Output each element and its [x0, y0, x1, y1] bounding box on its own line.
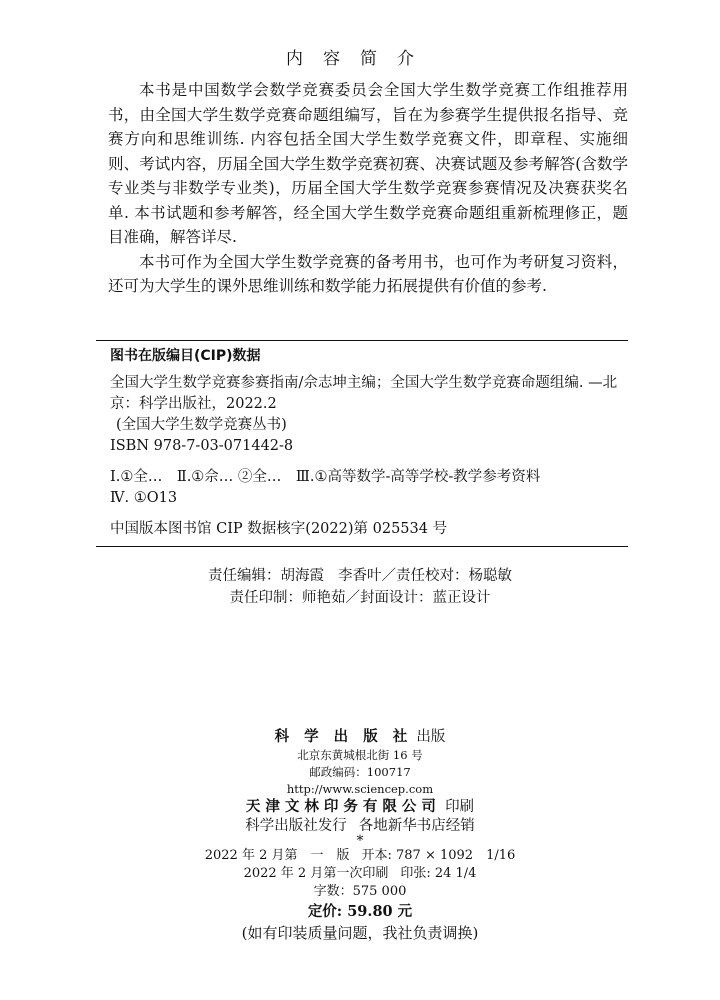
proofreader-label: 责任校对： — [396, 568, 469, 584]
cip-number: 中国版本图书馆 CIP 数据核字(2022)第 025534 号 — [110, 521, 448, 537]
price: 定价: 59.80 元 — [307, 903, 413, 920]
format: 开本: 787 × 1092 1/16 — [361, 848, 516, 863]
intro-body — [108, 78, 628, 299]
word-count: 字数：575 000 — [313, 884, 407, 899]
distributor: 科学出版社发行 — [245, 818, 347, 834]
edition-line — [0, 847, 720, 865]
cip-lines — [96, 373, 628, 540]
editors-block — [0, 565, 720, 609]
separator-star: * — [356, 833, 364, 849]
sheets: 印张: 24 1/4 — [400, 866, 477, 881]
editor-name-2: 李香叶 — [338, 568, 382, 584]
intro-paragraph-1: 本书是中国数学会数学竞赛委员会全国大学生数学竞赛工作组推荐用书，由全国大学生数学竞赛命题组编写，旨在为参赛学生提供报名指导、竞赛方向和思维训练. 内容包括全国大学生数学竞赛文件，即章程、实施细则、考试内容，历届全国大学生数学竞赛初赛、决赛试题及参考解答(含数学专业类与非数学专业类)，历届全国大学生数学竞赛参赛情况及决赛获奖名单. 本书试题和参考解答，经全国大学生数学竞赛命题组重新梳理修正，题目准确，解答详尽. — [108, 81, 628, 246]
editor-separator-2: ／ — [345, 590, 360, 606]
cip-isbn: ISBN 978-7-03-071442-8 — [110, 438, 294, 454]
publisher-block — [0, 728, 720, 944]
editor-label: 责任编辑： — [208, 568, 281, 584]
cip-title-line: 全国大学生数学竞赛参赛指南/佘志坤主编；全国大学生数学竞赛命题组编. —北京：科学出版社，2022.2 — [110, 375, 618, 412]
publisher-postcode: 邮政编码：100717 — [309, 765, 411, 779]
publisher-logo-text: 科 学 出 版 社 — [274, 728, 413, 745]
seller: 各地新华书店经销 — [358, 818, 475, 834]
printer-suffix: 印刷 — [445, 799, 475, 815]
cip-series: (全国大学生数学竞赛丛书) — [116, 417, 287, 433]
printing: 2022 年 2 月第一次印刷 — [243, 866, 389, 881]
publisher-address: 北京东黄城根北街 16 号 — [297, 748, 423, 762]
editors-line-2 — [0, 587, 720, 609]
cip-classification-1: Ⅰ.①全… Ⅱ.①佘… ②全… Ⅲ.①高等数学-高等学校-教学参考资料 — [110, 469, 541, 485]
intro-title: 内容简介 — [286, 49, 434, 69]
publisher-url: http://www.sciencep.com — [286, 782, 434, 796]
publisher-suffix: 出版 — [416, 729, 446, 745]
cip-heading: 图书在版编目(CIP)数据 — [110, 348, 261, 364]
editor-name-1: 胡海霞 — [280, 568, 324, 584]
editor-separator-1: ／ — [381, 568, 396, 584]
cip-block — [96, 340, 628, 547]
editors-line-1 — [0, 565, 720, 587]
printing-line — [0, 865, 720, 883]
quality-note: (如有印装质量问题，我社负责调换) — [241, 924, 479, 942]
printer-logo-text: 天津文林印务有限公司 — [245, 798, 441, 815]
cover-design-label: 封面设计： — [360, 590, 433, 606]
proofreader-name: 杨聪敏 — [468, 568, 512, 584]
edition: 2022 年 2 月第 一 版 — [204, 848, 350, 863]
print-manager-label: 责任印制： — [229, 590, 302, 606]
publisher-line — [0, 728, 720, 747]
cip-classification-2: Ⅳ. ①O13 — [110, 490, 178, 506]
print-manager-name: 师艳茹 — [302, 590, 346, 606]
printer-line — [0, 798, 720, 817]
intro-paragraph-2: 本书可作为全国大学生数学竞赛的备考用书，也可作为考研复习资料，还可为大学生的课外思维训练和数学能力拓展提供有价值的参考. — [108, 252, 628, 295]
cover-design-name: 蓝正设计 — [432, 590, 491, 606]
